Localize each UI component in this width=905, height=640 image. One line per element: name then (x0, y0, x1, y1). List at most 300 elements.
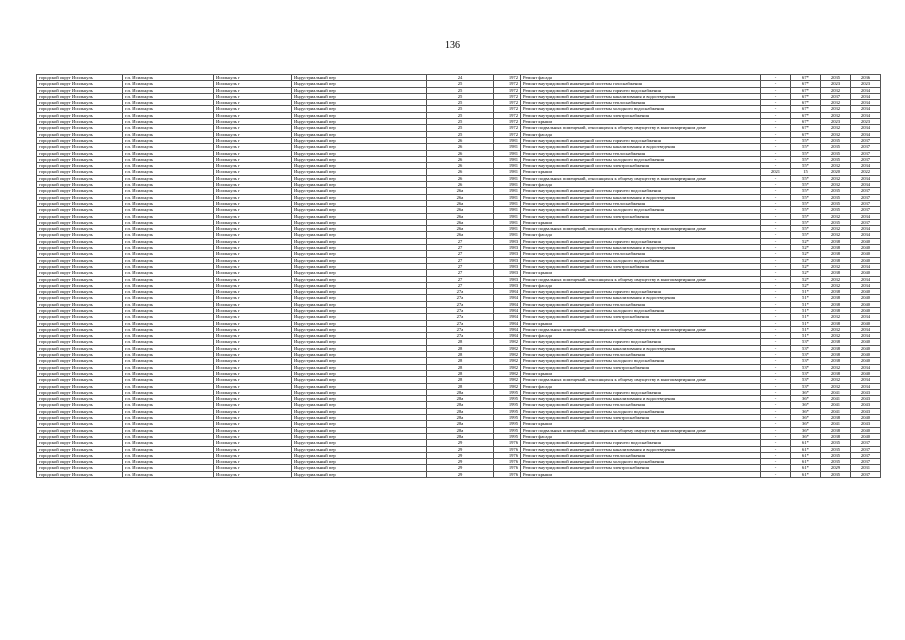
cell-street: Индустриальный пер (292, 276, 427, 282)
cell-end-year: 2022 (851, 169, 881, 175)
cell-wear: 67* (791, 93, 821, 99)
cell-street: Индустриальный пер (292, 402, 427, 408)
cell-locality: Исилькуль г (214, 446, 292, 452)
cell-street: Индустриальный пер (292, 137, 427, 143)
cell-district: городской округ Исилькуль (37, 377, 123, 383)
cell-end-year: 2023 (851, 119, 881, 125)
cell-wear: 67* (791, 87, 821, 93)
cell-end-year: 2034 (851, 163, 881, 169)
cell-district: городской округ Исилькуль (37, 301, 123, 307)
cell-plan-year: - (761, 339, 791, 345)
cell-settlement: г.п. Исилькуль (123, 276, 214, 282)
cell-locality: Исилькуль г (214, 427, 292, 433)
cell-street: Индустриальный пер (292, 156, 427, 162)
cell-house: 26а (427, 207, 494, 213)
cell-locality: Исилькуль г (214, 270, 292, 276)
cell-year: 1976 (494, 452, 521, 458)
cell-locality: Исилькуль г (214, 408, 292, 414)
cell-work-type: Ремонт подвальных помещений, относящихся к общему имуществу в многоквартирном доме (521, 326, 761, 332)
cell-wear: 61* (791, 465, 821, 471)
cell-start-year: 2038 (821, 257, 851, 263)
cell-locality: Исилькуль г (214, 295, 292, 301)
cell-locality: Исилькуль г (214, 156, 292, 162)
cell-street: Индустриальный пер (292, 106, 427, 112)
cell-year: 1995 (494, 396, 521, 402)
cell-settlement: г.п. Исилькуль (123, 232, 214, 238)
cell-plan-year: - (761, 396, 791, 402)
cell-end-year: 2037 (851, 219, 881, 225)
cell-start-year: 2035 (821, 471, 851, 477)
cell-settlement: г.п. Исилькуль (123, 188, 214, 194)
cell-work-type: Ремонт фасада (521, 433, 761, 439)
cell-wear: 52* (791, 251, 821, 257)
cell-start-year: 2038 (821, 289, 851, 295)
cell-start-year: 2038 (821, 370, 851, 376)
cell-work-type: Ремонт фасада (521, 333, 761, 339)
cell-wear: 55* (791, 232, 821, 238)
cell-work-type: Ремонт крыши (521, 370, 761, 376)
cell-plan-year: - (761, 289, 791, 295)
cell-plan-year: - (761, 471, 791, 477)
cell-year: 1983 (494, 257, 521, 263)
cell-start-year: 2032 (821, 282, 851, 288)
cell-street: Индустриальный пер (292, 295, 427, 301)
cell-settlement: г.п. Исилькуль (123, 200, 214, 206)
cell-work-type: Ремонт внутридомовой инженерной системы канализования и водоотведения (521, 345, 761, 351)
cell-work-type: Ремонт внутридомовой инженерной системы канализования и водоотведения (521, 396, 761, 402)
cell-house: 26а (427, 194, 494, 200)
cell-house: 27 (427, 263, 494, 269)
cell-end-year: 2037 (851, 471, 881, 477)
cell-district: городской округ Исилькуль (37, 358, 123, 364)
cell-locality: Исилькуль г (214, 320, 292, 326)
cell-settlement: г.п. Исилькуль (123, 226, 214, 232)
cell-settlement: г.п. Исилькуль (123, 219, 214, 225)
cell-start-year: 2035 (821, 188, 851, 194)
cell-start-year: 2038 (821, 238, 851, 244)
cell-work-type: Ремонт внутридомовой инженерной системы теплоснабжения (521, 402, 761, 408)
cell-settlement: г.п. Исилькуль (123, 433, 214, 439)
cell-street: Индустриальный пер (292, 427, 427, 433)
cell-house: 27а (427, 307, 494, 313)
cell-locality: Исилькуль г (214, 175, 292, 181)
cell-wear: 67* (791, 119, 821, 125)
cell-settlement: г.п. Исилькуль (123, 175, 214, 181)
cell-year: 1984 (494, 314, 521, 320)
cell-year: 1984 (494, 320, 521, 326)
cell-start-year: 2032 (821, 125, 851, 131)
cell-year: 1981 (494, 219, 521, 225)
cell-start-year: 2032 (821, 232, 851, 238)
cell-year: 1983 (494, 245, 521, 251)
cell-settlement: г.п. Исилькуль (123, 93, 214, 99)
cell-plan-year: - (761, 81, 791, 87)
cell-street: Индустриальный пер (292, 245, 427, 251)
cell-street: Индустриальный пер (292, 471, 427, 477)
cell-street: Индустриальный пер (292, 358, 427, 364)
cell-work-type: Ремонт фасада (521, 232, 761, 238)
cell-locality: Исилькуль г (214, 326, 292, 332)
cell-work-type: Ремонт крыши (521, 471, 761, 477)
cell-work-type: Ремонт внутридомовой инженерной системы канализования и водоотведения (521, 295, 761, 301)
cell-settlement: г.п. Исилькуль (123, 471, 214, 477)
cell-year: 1981 (494, 156, 521, 162)
cell-year: 1972 (494, 125, 521, 131)
cell-district: городской округ Исилькуль (37, 295, 123, 301)
cell-locality: Исилькуль г (214, 263, 292, 269)
cell-year: 1976 (494, 446, 521, 452)
cell-locality: Исилькуль г (214, 131, 292, 137)
cell-house: 25 (427, 131, 494, 137)
cell-locality: Исилькуль г (214, 396, 292, 402)
cell-house: 26 (427, 137, 494, 143)
cell-work-type: Ремонт внутридомовой инженерной системы электроснабжения (521, 112, 761, 118)
cell-locality: Исилькуль г (214, 465, 292, 471)
cell-house: 27 (427, 257, 494, 263)
cell-plan-year: - (761, 163, 791, 169)
cell-house: 28 (427, 358, 494, 364)
cell-settlement: г.п. Исилькуль (123, 251, 214, 257)
cell-plan-year: - (761, 370, 791, 376)
cell-year: 1981 (494, 226, 521, 232)
cell-end-year: 2037 (851, 459, 881, 465)
cell-street: Индустриальный пер (292, 377, 427, 383)
cell-street: Индустриальный пер (292, 200, 427, 206)
cell-locality: Исилькуль г (214, 364, 292, 370)
cell-year: 1995 (494, 433, 521, 439)
cell-plan-year: - (761, 446, 791, 452)
cell-house: 28 (427, 383, 494, 389)
cell-end-year: 2040 (851, 320, 881, 326)
cell-plan-year: - (761, 131, 791, 137)
cell-house: 28 (427, 339, 494, 345)
cell-year: 1972 (494, 75, 521, 81)
cell-start-year: 2032 (821, 106, 851, 112)
cell-street: Индустриальный пер (292, 314, 427, 320)
cell-settlement: г.п. Исилькуль (123, 125, 214, 131)
cell-end-year: 2034 (851, 112, 881, 118)
cell-house: 27а (427, 301, 494, 307)
cell-wear: 52* (791, 245, 821, 251)
cell-end-year: 2040 (851, 345, 881, 351)
cell-plan-year: - (761, 314, 791, 320)
cell-year: 1981 (494, 163, 521, 169)
cell-district: городской округ Исилькуль (37, 194, 123, 200)
cell-start-year: 2035 (821, 144, 851, 150)
cell-locality: Исилькуль г (214, 314, 292, 320)
cell-work-type: Ремонт подвальных помещений, относящихся к общему имуществу в многоквартирном доме (521, 125, 761, 131)
cell-locality: Исилькуль г (214, 226, 292, 232)
cell-work-type: Ремонт внутридомовой инженерной системы электроснабжения (521, 415, 761, 421)
cell-locality: Исилькуль г (214, 182, 292, 188)
cell-district: городской округ Исилькуль (37, 131, 123, 137)
cell-district: городской округ Исилькуль (37, 452, 123, 458)
cell-house: 27 (427, 238, 494, 244)
cell-wear: 67* (791, 112, 821, 118)
cell-year: 1976 (494, 471, 521, 477)
cell-year: 1995 (494, 427, 521, 433)
cell-wear: 55* (791, 175, 821, 181)
cell-year: 1995 (494, 389, 521, 395)
cell-district: городской округ Исилькуль (37, 383, 123, 389)
cell-house: 27 (427, 282, 494, 288)
cell-year: 1982 (494, 339, 521, 345)
cell-house: 27 (427, 270, 494, 276)
cell-work-type: Ремонт внутридомовой инженерной системы электроснабжения (521, 465, 761, 471)
cell-end-year: 2034 (851, 333, 881, 339)
cell-settlement: г.п. Исилькуль (123, 156, 214, 162)
cell-wear: 55* (791, 156, 821, 162)
cell-end-year: 2034 (851, 93, 881, 99)
cell-settlement: г.п. Исилькуль (123, 415, 214, 421)
cell-house: 26а (427, 213, 494, 219)
cell-year: 1972 (494, 81, 521, 87)
cell-year: 1972 (494, 87, 521, 93)
cell-work-type: Ремонт фасада (521, 75, 761, 81)
cell-house: 28 (427, 377, 494, 383)
cell-year: 1983 (494, 270, 521, 276)
cell-year: 1976 (494, 440, 521, 446)
cell-district: городской округ Исилькуль (37, 415, 123, 421)
cell-start-year: 2035 (821, 194, 851, 200)
cell-district: городской округ Исилькуль (37, 232, 123, 238)
cell-start-year: 2038 (821, 251, 851, 257)
cell-locality: Исилькуль г (214, 402, 292, 408)
cell-plan-year: - (761, 226, 791, 232)
cell-locality: Исилькуль г (214, 282, 292, 288)
cell-house: 28 (427, 352, 494, 358)
cell-start-year: 2029 (821, 465, 851, 471)
cell-plan-year: - (761, 282, 791, 288)
cell-locality: Исилькуль г (214, 389, 292, 395)
cell-start-year: 2035 (821, 137, 851, 143)
cell-start-year: 2032 (821, 163, 851, 169)
cell-year: 1983 (494, 251, 521, 257)
cell-locality: Исилькуль г (214, 358, 292, 364)
cell-settlement: г.п. Исилькуль (123, 440, 214, 446)
cell-house: 25 (427, 112, 494, 118)
cell-street: Индустриальный пер (292, 119, 427, 125)
cell-work-type: Ремонт внутридомовой инженерной системы теплоснабжения (521, 200, 761, 206)
cell-house: 26 (427, 150, 494, 156)
cell-plan-year: - (761, 358, 791, 364)
cell-wear: 67* (791, 100, 821, 106)
cell-house: 28 (427, 364, 494, 370)
cell-wear: 61* (791, 459, 821, 465)
cell-street: Индустриальный пер (292, 169, 427, 175)
cell-house: 27а (427, 295, 494, 301)
cell-start-year: 2035 (821, 219, 851, 225)
cell-district: городской округ Исилькуль (37, 408, 123, 414)
cell-year: 1981 (494, 200, 521, 206)
cell-street: Индустриальный пер (292, 131, 427, 137)
cell-locality: Исилькуль г (214, 289, 292, 295)
cell-year: 1972 (494, 112, 521, 118)
cell-work-type: Ремонт крыши (521, 270, 761, 276)
cell-district: городской округ Исилькуль (37, 106, 123, 112)
cell-start-year: 2035 (821, 452, 851, 458)
cell-year: 1983 (494, 263, 521, 269)
cell-locality: Исилькуль г (214, 169, 292, 175)
cell-wear: 67* (791, 75, 821, 81)
cell-start-year: 2032 (821, 131, 851, 137)
cell-work-type: Ремонт внутридомовой инженерной системы холодного водоснабжения (521, 459, 761, 465)
cell-wear: 55* (791, 213, 821, 219)
cell-district: городской округ Исилькуль (37, 163, 123, 169)
cell-district: городской округ Исилькуль (37, 207, 123, 213)
cell-work-type: Ремонт фасада (521, 383, 761, 389)
cell-settlement: г.п. Исилькуль (123, 459, 214, 465)
cell-house: 29 (427, 440, 494, 446)
cell-plan-year: - (761, 188, 791, 194)
cell-district: городской округ Исилькуль (37, 81, 123, 87)
cell-end-year: 2040 (851, 433, 881, 439)
cell-work-type: Ремонт крыши (521, 119, 761, 125)
cell-locality: Исилькуль г (214, 352, 292, 358)
cell-house: 28а (427, 427, 494, 433)
cell-wear: 61* (791, 446, 821, 452)
cell-year: 1976 (494, 465, 521, 471)
cell-settlement: г.п. Исилькуль (123, 452, 214, 458)
cell-wear: 53* (791, 352, 821, 358)
cell-street: Индустриальный пер (292, 289, 427, 295)
cell-street: Индустриальный пер (292, 238, 427, 244)
cell-wear: 53* (791, 364, 821, 370)
cell-street: Индустриальный пер (292, 125, 427, 131)
cell-district: городской округ Исилькуль (37, 75, 123, 81)
cell-district: городской округ Исилькуль (37, 440, 123, 446)
cell-wear: 51* (791, 326, 821, 332)
cell-district: городской округ Исилькуль (37, 352, 123, 358)
cell-settlement: г.п. Исилькуль (123, 257, 214, 263)
cell-district: городской округ Исилькуль (37, 289, 123, 295)
cell-work-type: Ремонт внутридомовой инженерной системы теплоснабжения (521, 251, 761, 257)
cell-wear: 55* (791, 219, 821, 225)
cell-start-year: 2032 (821, 263, 851, 269)
cell-house: 28а (427, 389, 494, 395)
cell-plan-year: - (761, 320, 791, 326)
cell-end-year: 2040 (851, 257, 881, 263)
cell-locality: Исилькуль г (214, 125, 292, 131)
cell-locality: Исилькуль г (214, 219, 292, 225)
cell-start-year: 2035 (821, 156, 851, 162)
cell-end-year: 2043 (851, 389, 881, 395)
cell-plan-year: - (761, 251, 791, 257)
cell-plan-year: - (761, 200, 791, 206)
cell-house: 26 (427, 163, 494, 169)
cell-wear: 51* (791, 320, 821, 326)
cell-house: 29 (427, 459, 494, 465)
cell-street: Индустриальный пер (292, 364, 427, 370)
cell-locality: Исилькуль г (214, 207, 292, 213)
cell-house: 25 (427, 87, 494, 93)
cell-work-type: Ремонт подвальных помещений, относящихся к общему имуществу в многоквартирном доме (521, 276, 761, 282)
cell-work-type: Ремонт внутридомовой инженерной системы горячего водоснабжения (521, 289, 761, 295)
cell-house: 25 (427, 119, 494, 125)
cell-year: 1984 (494, 333, 521, 339)
cell-year: 1983 (494, 282, 521, 288)
cell-house: 28 (427, 370, 494, 376)
cell-district: городской округ Исилькуль (37, 364, 123, 370)
cell-start-year: 2032 (821, 100, 851, 106)
cell-wear: 51* (791, 295, 821, 301)
cell-locality: Исилькуль г (214, 150, 292, 156)
cell-plan-year: - (761, 408, 791, 414)
cell-year: 1981 (494, 169, 521, 175)
cell-end-year: 2043 (851, 402, 881, 408)
cell-work-type: Ремонт внутридомовой инженерной системы горячего водоснабжения (521, 440, 761, 446)
cell-locality: Исилькуль г (214, 112, 292, 118)
cell-settlement: г.п. Исилькуль (123, 358, 214, 364)
cell-wear: 55* (791, 137, 821, 143)
cell-plan-year: - (761, 402, 791, 408)
cell-year: 1983 (494, 238, 521, 244)
cell-end-year: 2034 (851, 383, 881, 389)
cell-district: городской округ Исилькуль (37, 465, 123, 471)
cell-locality: Исилькуль г (214, 213, 292, 219)
cell-plan-year: - (761, 93, 791, 99)
cell-locality: Исилькуль г (214, 301, 292, 307)
cell-year: 1972 (494, 100, 521, 106)
cell-work-type: Ремонт внутридомовой инженерной системы холодного водоснабжения (521, 408, 761, 414)
cell-work-type: Ремонт внутридомовой инженерной системы горячего водоснабжения (521, 137, 761, 143)
cell-work-type: Ремонт внутридомовой инженерной системы электроснабжения (521, 364, 761, 370)
cell-district: городской округ Исилькуль (37, 188, 123, 194)
cell-house: 29 (427, 446, 494, 452)
cell-start-year: 2038 (821, 307, 851, 313)
cell-work-type: Ремонт крыши (521, 421, 761, 427)
cell-house: 27 (427, 245, 494, 251)
cell-start-year: 2037 (821, 93, 851, 99)
cell-settlement: г.п. Исилькуль (123, 207, 214, 213)
cell-settlement: г.п. Исилькуль (123, 238, 214, 244)
cell-settlement: г.п. Исилькуль (123, 112, 214, 118)
cell-house: 28а (427, 402, 494, 408)
cell-district: городской округ Исилькуль (37, 150, 123, 156)
cell-house: 27а (427, 289, 494, 295)
cell-district: городской округ Исилькуль (37, 169, 123, 175)
cell-settlement: г.п. Исилькуль (123, 339, 214, 345)
cell-district: городской округ Исилькуль (37, 320, 123, 326)
cell-house: 26а (427, 200, 494, 206)
cell-plan-year: - (761, 377, 791, 383)
cell-settlement: г.п. Исилькуль (123, 421, 214, 427)
cell-plan-year: - (761, 245, 791, 251)
cell-plan-year: - (761, 219, 791, 225)
cell-year: 1981 (494, 150, 521, 156)
cell-work-type: Ремонт внутридомовой инженерной системы канализования и водоотведения (521, 144, 761, 150)
cell-plan-year: - (761, 100, 791, 106)
cell-start-year: 2023 (821, 81, 851, 87)
cell-year: 1981 (494, 194, 521, 200)
cell-wear: 55* (791, 188, 821, 194)
cell-district: городской округ Исилькуль (37, 156, 123, 162)
cell-wear: 51* (791, 301, 821, 307)
cell-work-type: Ремонт внутридомовой инженерной системы электроснабжения (521, 213, 761, 219)
cell-district: городской округ Исилькуль (37, 421, 123, 427)
cell-locality: Исилькуль г (214, 452, 292, 458)
cell-locality: Исилькуль г (214, 93, 292, 99)
cell-house: 26 (427, 169, 494, 175)
cell-start-year: 2038 (821, 433, 851, 439)
cell-house: 27а (427, 320, 494, 326)
cell-plan-year: - (761, 213, 791, 219)
cell-house: 27а (427, 314, 494, 320)
cell-house: 28а (427, 408, 494, 414)
cell-locality: Исилькуль г (214, 370, 292, 376)
cell-district: городской округ Исилькуль (37, 433, 123, 439)
cell-district: городской округ Исилькуль (37, 93, 123, 99)
